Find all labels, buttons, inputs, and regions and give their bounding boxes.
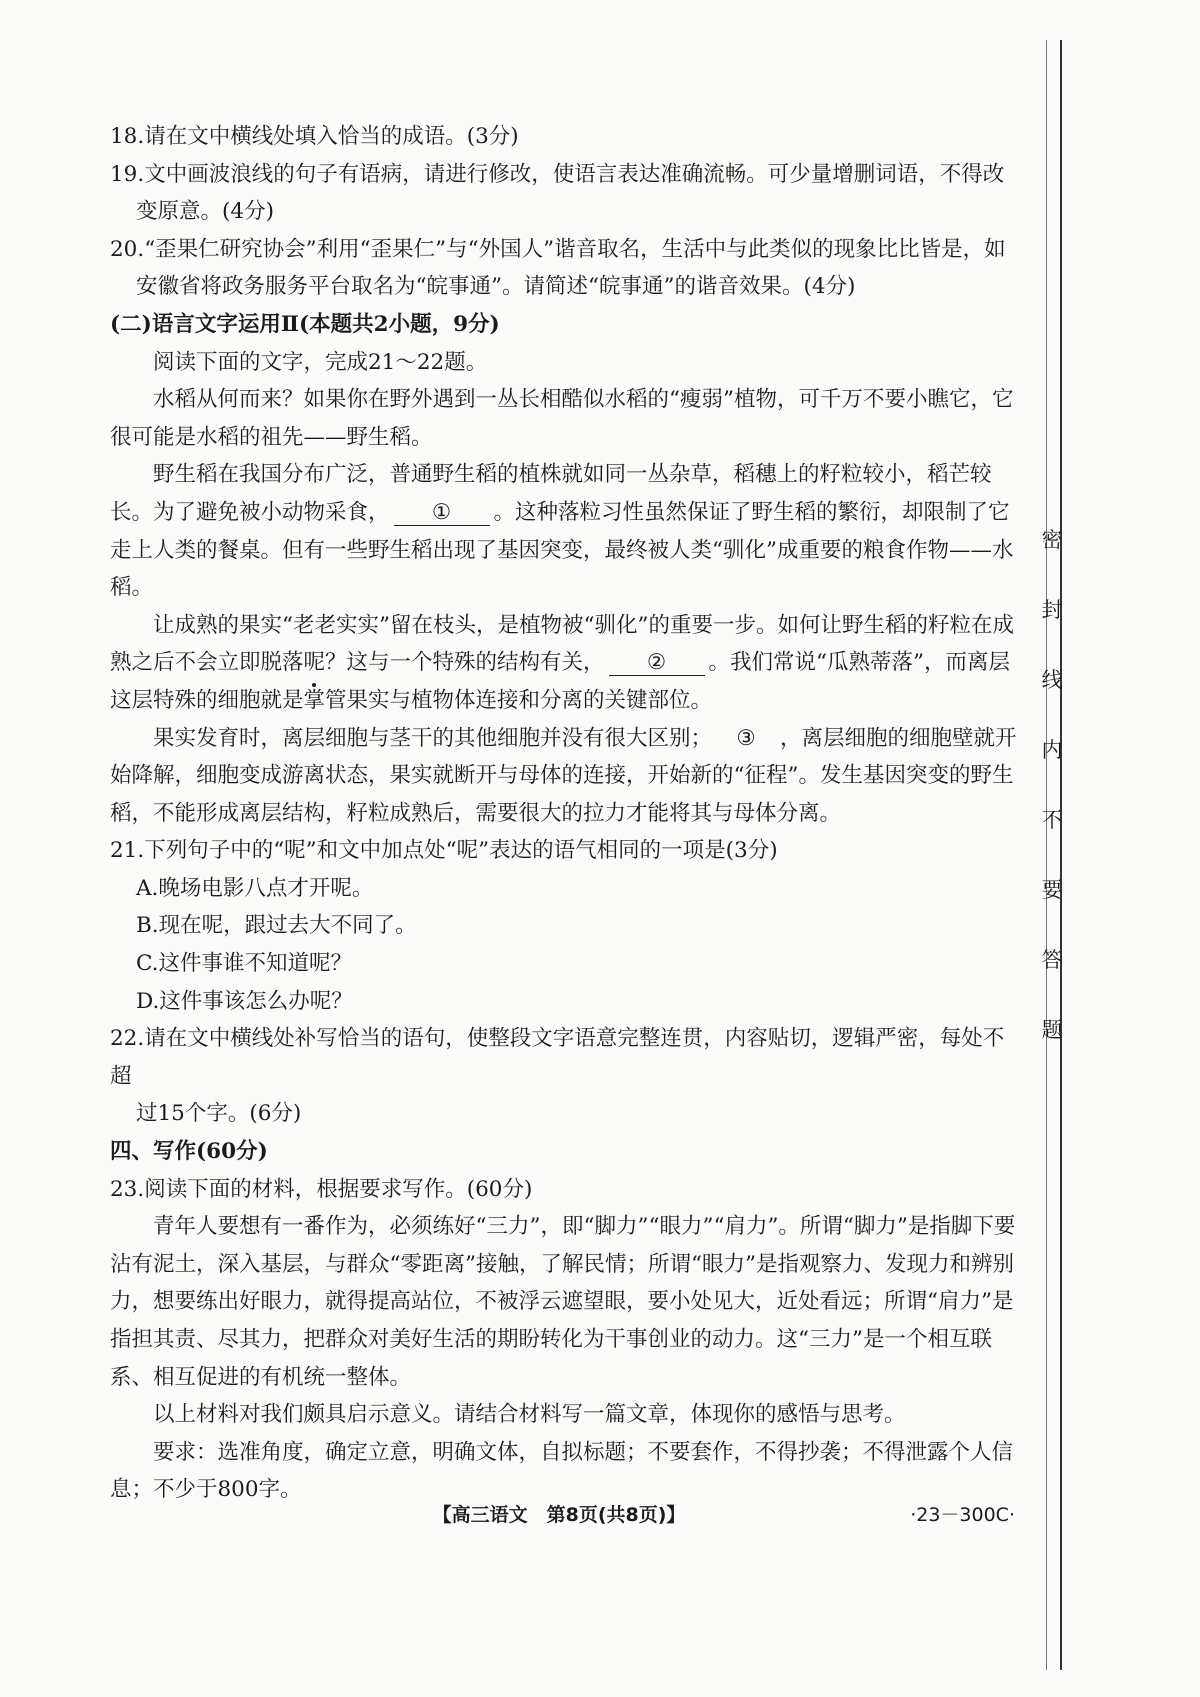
passage-paragraph-3: [110, 607, 1020, 720]
exam-code: ·23－300C·: [910, 1504, 1015, 1526]
seal-label-char: 题: [1041, 1018, 1063, 1042]
section-2-heading: (二)语言文字运用Ⅱ(本题共2小题，9分): [110, 311, 500, 337]
exam-content: [110, 118, 1020, 1509]
page-footer: [0, 1495, 1200, 1535]
blank-1: ①: [394, 501, 490, 526]
seal-label-char: 要: [1041, 878, 1063, 902]
question-22-line2: 过15个字。(6分): [136, 1101, 302, 1127]
question-21-option-d: D.这件事该怎么办呢？: [136, 988, 353, 1014]
passage-paragraph-4: [110, 720, 1020, 833]
question-19-line2: 变原意。(4分): [136, 199, 274, 225]
reading-instruction: 阅读下面的文字，完成21～22题。: [153, 349, 488, 375]
passage-text: 。这种落粒习性虽然保证了野生稻的繁衍，却限制了它走上人类的餐桌。但有一些野生稻出现了基因突变，最终被人类“驯化”成重要的粮食作物——水稻。: [110, 499, 1014, 601]
question-20-line1: 20.“歪果仁研究协会”利用“歪果仁”与“外国人”谐音取名，生活中与此类似的现象比比皆是，如: [110, 236, 1006, 262]
passage-text: 野生稻在我国分布广泛，普通野生稻的植株就如同一丛杂草，稻穗上的籽粒较小，稻芒较长。为了避免被小动物采食，: [110, 462, 992, 525]
question-19-line1: 19.文中画波浪线的句子有语病，请进行修改，使语言表达准确流畅。可少量增删词语，不得改: [110, 161, 1005, 187]
binding-fold-line: [1060, 40, 1062, 1670]
passage-text: 让成熟的果实“老老实实”留在枝头，是植物被“驯化”的重要一步。如何让野生稻的籽粒在成熟之后不会立即脱落: [110, 612, 1014, 676]
writing-prompt: 以上材料对我们颇具启示意义。请结合材料写一篇文章，体现你的感悟与思考。: [153, 1402, 906, 1428]
question-20-line2: 安徽省将政务服务平台取名为“皖事通”。请简述“皖事通”的谐音效果。(4分): [136, 274, 856, 300]
question-23: 23.阅读下面的材料，根据要求写作。(60分): [110, 1176, 533, 1202]
binding-guide-line: [1046, 40, 1047, 1670]
passage-text: ，离层细胞的细胞壁就开始降解，细胞变成游离状态，果实就断开与母体的连接，开始新的“征程”。发生基因突变的野生稻，不能形成离层结构，籽粒成熟后，需要很大的拉力才能将其与母体分离。: [110, 725, 1017, 826]
dotted-emphasis-word: 呢: [304, 644, 326, 682]
seal-label-char: 内: [1041, 738, 1063, 762]
blank-3: ③: [736, 725, 756, 751]
passage-text: 果实发育时，离层细胞与茎干的其他细胞并没有很大区别；: [153, 725, 713, 751]
question-21-option-b: B.现在呢，跟过去大不同了。: [136, 913, 417, 939]
seal-label-char: 不: [1041, 808, 1063, 832]
passage-text: ？这与一个特殊的结构有关，: [325, 650, 605, 676]
seal-label-char: 密: [1041, 528, 1063, 552]
question-18: 18.请在文中横线处填入恰当的成语。(3分): [110, 124, 519, 149]
blank-2: ②: [609, 651, 705, 676]
section-4-heading: 四、写作(60分): [110, 1139, 268, 1165]
writing-material: 青年人要想有一番作为，必须练好“三力”，即“脚力”“眼力”“肩力”。所谓“脚力”是指脚下要沾有泥土，深入基层，与群众“零距离”接触，了解民情；所谓“眼力”是指观察力、发现力和辨别力，想要练出好眼力，就得提高站位，不被浮云遮望眼，要小处见大，近处看远；所谓“肩力”是指担其责、尽其力，把群众对美好生活的期盼转化为干事创业的动力。这“三力”是一个相互联系、相互促进的有机统一整体。: [110, 1214, 1016, 1390]
seal-label-char: 封: [1041, 598, 1063, 622]
seal-label-char: 答: [1041, 948, 1063, 972]
passage-paragraph-2: [110, 456, 1020, 606]
page-number-label: 【高三语文 第8页(共8页)】: [432, 1504, 686, 1526]
question-21-stem: 21.下列句子中的“呢”和文中加点处“呢”表达的语气相同的一项是(3分): [110, 838, 778, 864]
passage-paragraph-1: 水稻从何而来？如果你在野外遇到一丛长相酷似水稻的“瘦弱”植物，可千万不要小瞧它，它很可能是水稻的祖先——野生稻。: [110, 387, 1014, 450]
passage-text: 。我们常说“瓜熟蒂落”，而离层这层特殊的细胞就是掌管果实与植物体连接和分离的关键部位。: [110, 650, 1011, 713]
question-22-line1: 22.请在文中横线处补写恰当的语句，使整段文字语意完整连贯，内容贴切，逻辑严密，每处不超: [110, 1026, 1005, 1089]
writing-requirements: 要求：选准角度，确定立意，明确文体，自拟标题；不要套作，不得抄袭；不得泄露个人信息；不少于800字。: [110, 1439, 1014, 1503]
question-21-option-c: C.这件事谁不知道呢？: [136, 951, 353, 977]
seal-label-char: 线: [1041, 668, 1063, 692]
question-21-option-a: A.晚场电影八点才开呢。: [136, 875, 374, 901]
